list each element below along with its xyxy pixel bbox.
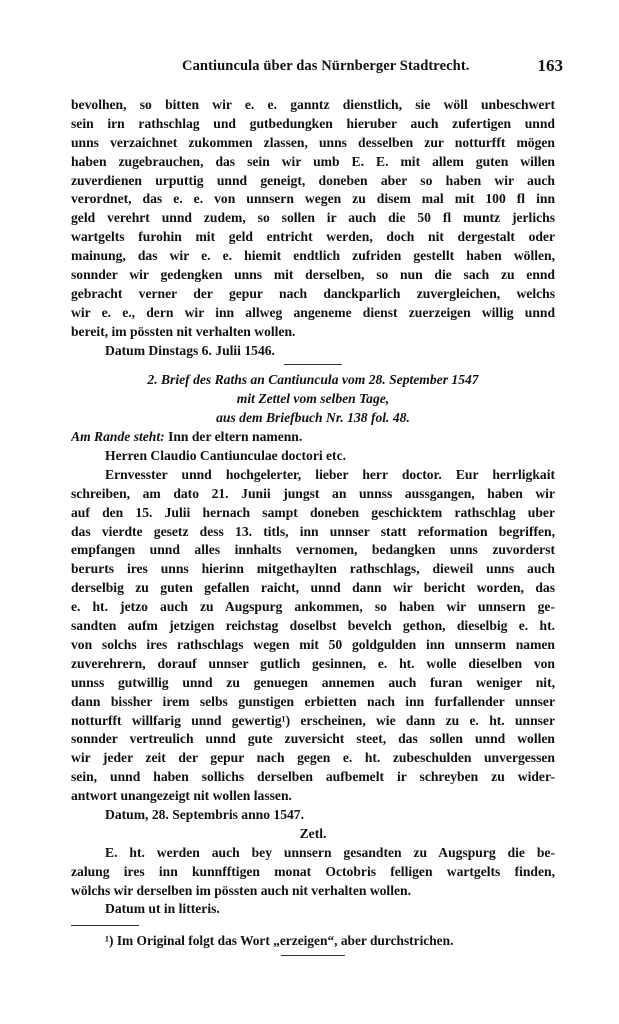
text-line: unnss gutwillig unnd zu genuegen annemen auch furan weniger nit, <box>71 674 555 690</box>
page-number: 163 <box>537 56 563 75</box>
text-line: wir e. e., dern wir inn allweg angeneme dienst zuerzeigen willig unnd <box>71 304 555 320</box>
letter-2-date: Datum, 28. Septembris anno 1547. <box>105 806 305 822</box>
letter-2-text <box>71 466 555 825</box>
text-line: sein irn rathschlag und gutbedungken hieruber auch zufertigen unnd <box>71 115 555 131</box>
text-line: zalung ires inn kunnfftigen monat Octobris felligen wartgelts finden, <box>71 863 555 879</box>
text-line: E. ht. werden auch bey unnsern gesandten zu Augspurg die be- <box>105 844 555 860</box>
text-line: wartgelts furohin mit geld entricht werden, doch nit dergestalt oder <box>71 229 555 245</box>
text-line: wir jeder zeit der gepur nach gegen e. ht. zubeschulden unvergessen <box>71 750 555 766</box>
letter-2-heading <box>71 371 555 428</box>
margin-note-label: Am Rande steht: <box>71 429 165 445</box>
salutation: Herren Claudio Cantiunculae doctori etc. <box>105 448 347 464</box>
letter-1-date: Datum Dinstags 6. Julii 1546. <box>105 342 275 358</box>
zettel-date: Datum ut in litteris. <box>105 901 220 917</box>
heading-line: aus dem Briefbuch Nr. 138 fol. 48. <box>216 410 410 426</box>
heading-line: 2. Brief des Raths an Cantiuncula vom 28. September 1547 <box>147 372 479 388</box>
text-line: berurts ires unns hierinn mitgethaylten rathschlags, dieweil unns auch <box>71 561 555 577</box>
text-line: sandten aufm jetzigen reichstag doselbst bevelch gethon, dieselbig e. ht. <box>71 618 555 634</box>
text-line: zuverdienen urputtig unnd geneigt, doneben aber so haben wir auch <box>71 172 555 188</box>
text-line: bevolhen, so bitten wir e. e. ganntz dienstlich, sie wöll unbeschwert <box>71 97 555 112</box>
heading-line: mit Zettel vom selben Tage, <box>236 391 390 407</box>
margin-note-text: Inn der eltern namenn. <box>168 429 303 445</box>
text-line: haben zugebrauchen, das sein wir umb E. E. mit allem guten willen <box>71 153 555 169</box>
text-line: schreiben, am dato 21. Junii jungst an unnss aussgangen, haben wir <box>71 485 555 501</box>
text-line: empfangen unnd alles innhalts vernomen, bedangken unns zuvorderst <box>71 542 555 558</box>
text-line: zuverehrern, dorauf unnser gutlich gesinnen, e. ht. wolle dieselben von <box>71 655 555 671</box>
text-line: das vierdte gesetz dess 13. titls, inn unnser statt reformation begriffen, <box>71 523 555 539</box>
text-line: gebracht verner der gepur nach danckparlich zuvergleichen, welchs <box>71 285 555 301</box>
text-line: bereit, im pössten nit verhalten wollen. <box>71 323 296 339</box>
text-line: sein, unnd haben sollichs derselben aufbemelt ir schreyben zu wider- <box>71 769 555 785</box>
text-line: auf den 15. Julii hernach sampt doneben geschicktem rathschlag uber <box>71 504 555 520</box>
section-divider <box>284 364 342 365</box>
page-body <box>71 96 555 956</box>
zettel <box>71 825 555 919</box>
letter-1-text <box>71 96 555 360</box>
text-line: von solchs ires rathschlags wegen mit 50 goldgulden inn unnserm namen <box>71 636 555 652</box>
text-line: sonnder vertreulich unnd gute zuversicht steet, das sollen unnd wollen <box>71 731 555 747</box>
end-rule <box>281 955 345 956</box>
text-line: sonnder wir gedengken unns mit derselben, so nun die sach zu ennd <box>71 267 555 283</box>
text-line: wölchs wir derselben im pössten auch nit verhalten wollen. <box>71 882 411 898</box>
text-line: geld verehrt unnd zudem, so sollen ir auch die 50 fl muntz jerlichs <box>71 210 555 226</box>
text-line: notturfft willfarig unnd gewertig¹) erscheinen, wie dann zu e. ht. unnser <box>71 712 555 728</box>
running-title: Cantiuncula über das Nürnberger Stadtrecht. <box>182 58 470 74</box>
text-line: antwort unangezeigt nit wollen lassen. <box>71 788 292 804</box>
text-line: Ernvesster unnd hochgelerter, lieber herr doctor. Eur herrligkait <box>105 466 555 482</box>
footnote: ¹) Im Original folgt das Wort „erzeigen“, aber durchstrichen. <box>105 933 454 949</box>
text-line: verordnet, das e. e. von unnsern wegen zu disem mal mit 100 fl inn <box>71 191 555 207</box>
running-header <box>74 58 563 78</box>
text-line: mainung, das wir e. e. hiemit endtlich zufriden gestellt haben wöllen, <box>71 248 555 264</box>
footnote-rule <box>71 925 139 926</box>
text-line: derselbig zu guten gefallen raicht, unnd dann wir bericht worden, das <box>71 580 555 596</box>
margin-note <box>71 428 555 447</box>
text-line: unns verzaichnet zukommen zlassen, unns desselben zur notturfft mögen <box>71 134 555 150</box>
zettel-title: Zetl. <box>299 825 327 841</box>
text-line: e. ht. jetzo auch zu Augspurg ankommen, so haben wir unnsern ge- <box>71 599 555 615</box>
text-line: dann bissher irem selbs gunstigen erbietten nach inn furfallender unnser <box>71 693 555 709</box>
